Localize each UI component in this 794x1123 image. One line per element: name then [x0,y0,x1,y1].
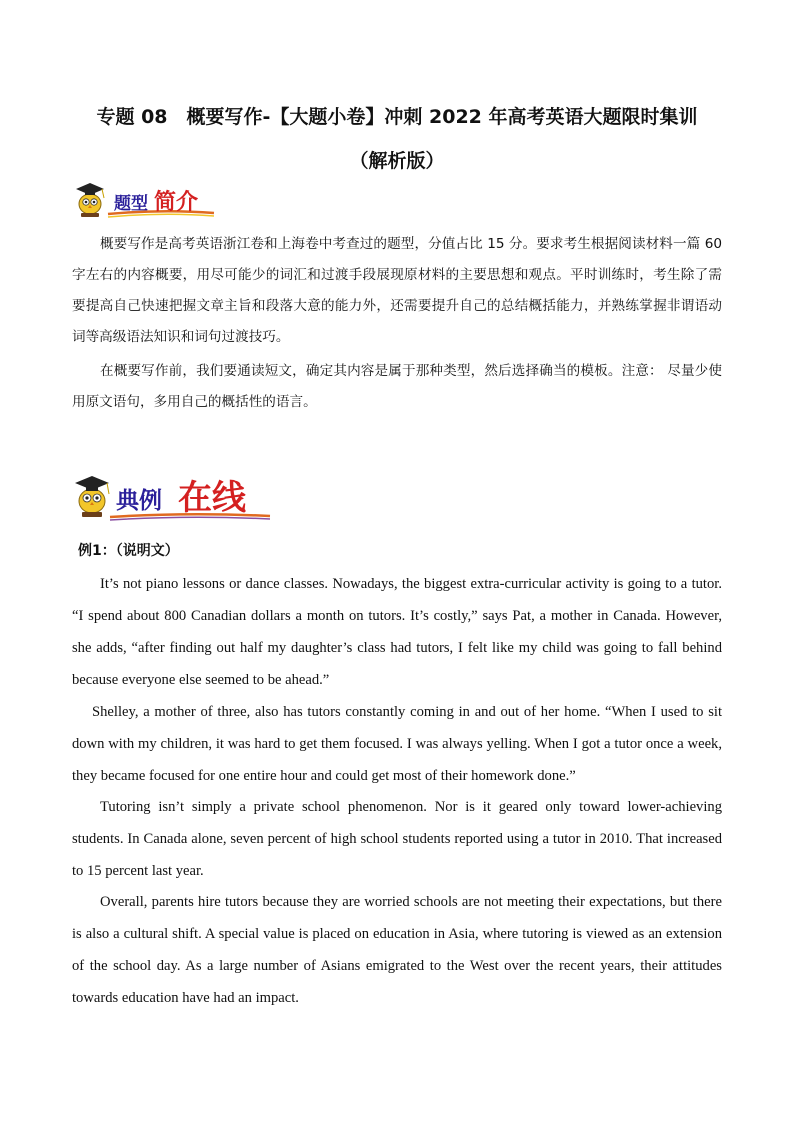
section-banner-intro [68,176,218,226]
owl-graduate-icon [68,468,278,524]
intro-paragraph-1: 概要写作是高考英语浙江卷和上海卷中考查过的题型，分值占比 15 分。要求考生根据阅读材料一篇 60 字左右的内容概要，用尽可能少的词汇和过渡手段展现原材料的主要思想和观点。平时训练时，考生除了需要提高自己快速把握文章主旨和段落大意的能力外，还需要提升自己的总结概括能力，并熟练掌握非谓语动词等高级语法知识和词句过渡技巧。 [72,236,722,345]
example-paragraph-1: It’s not piano lessons or dance classes. Nowadays, the biggest extra-curricular activity is going to a tutor. “I spend about 800 Canadian dollars a month on tutors. It’s costly,” says Pat, a mother in Canada. However, she adds, “after finding out half my daughter’s class had tutors, I felt like my child was going to fall behind because everyone else seemed to be ahead.” [72,576,722,688]
example-paragraph-4: Overall, parents hire tutors because they are worried schools are not meeting their expectations, but there is also a cultural shift. A special value is placed on education in Asia, where tutoring is viewed as an extension of the school day. As a large number of Asians emigrated to the West over the recent years, their attitudes towards education have had an impact. [72,894,722,1006]
banner-intro-text-part1: 题型 [114,194,148,214]
intro-paragraph-2: 在概要写作前，我们要通读短文，确定其内容是属于那种类型，然后选择确当的模板。注意： 尽量少使用原文语句，多用自己的概括性的语言。 [72,363,722,410]
banner-examples-text-part2: 在线 [178,478,246,518]
document-subtitle: （解析版） [349,150,445,172]
banner-intro-text-part2: 简介 [154,189,199,215]
section-banner-examples [68,468,278,528]
example-paragraph-2: Shelley, a mother of three, also has tutors constantly coming in and out of her home. “When I used to sit down with my children, it was hard to get them focused. I was always yelling. When I got a tutor once a week, they became focused for one entire hour and could get most of their homework done.” [72,704,722,784]
example-paragraph-3: Tutoring isn’t simply a private school phenomenon. Nor is it geared only toward lower-achieving students. In Canada alone, seven percent of high school students reported using a tutor in 2010. That increased to 15 percent last year. [72,799,722,879]
document-title: 专题 08 概要写作-【大题小卷】冲刺 2022 年高考英语大题限时集训 [96,106,698,128]
banner-examples-text-part1: 典例 [116,487,162,514]
example-label: 例1：（说明文） [78,543,179,559]
